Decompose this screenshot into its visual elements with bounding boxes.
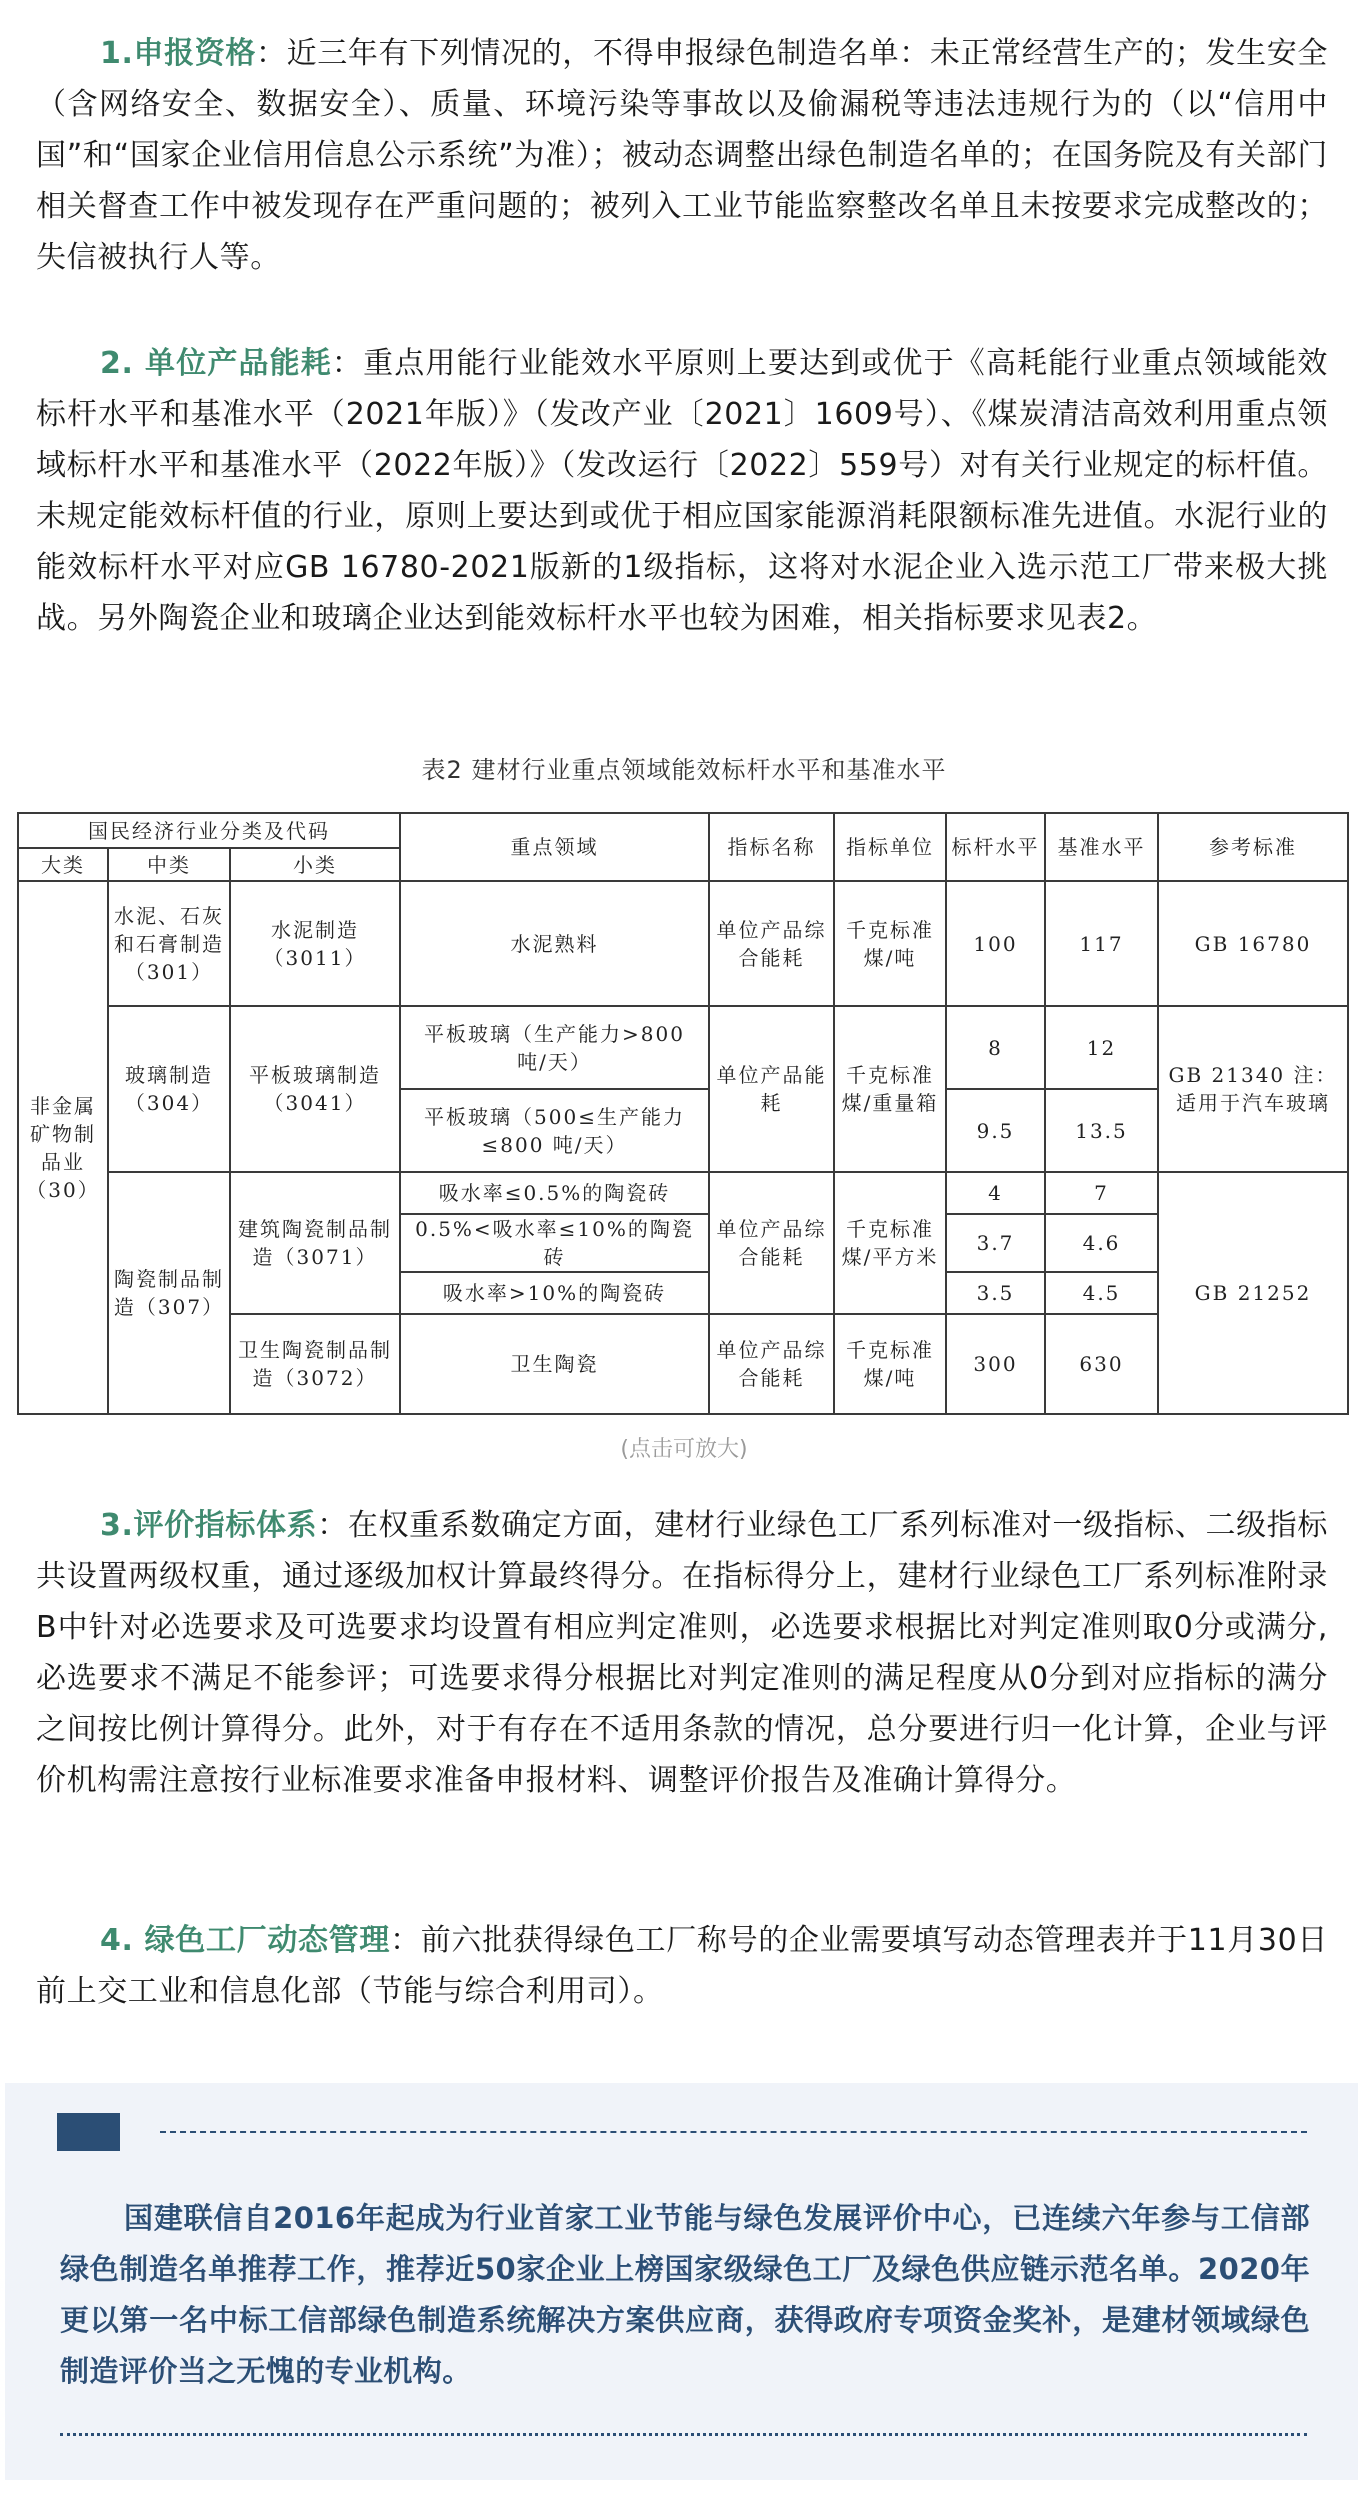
cell-baseline: 4.5 [1045, 1272, 1158, 1314]
table-row [18, 881, 1348, 1006]
section-eligibility [36, 28, 1328, 283]
cell-indicator-unit: 千克标准煤/吨 [834, 881, 946, 1006]
top-dashed-divider [160, 2131, 1307, 2133]
header-baseline-level: 基准水平 [1045, 813, 1158, 881]
cell-mid-category: 玻璃制造（304） [108, 1006, 230, 1172]
cell-key-field: 水泥熟料 [400, 881, 709, 1006]
cell-benchmark: 9.5 [946, 1089, 1045, 1172]
cell-baseline: 13.5 [1045, 1089, 1158, 1172]
heading-separator: ： [331, 346, 364, 381]
cell-indicator-name: 单位产品能耗 [709, 1006, 834, 1172]
section-heading: 4. 绿色工厂动态管理 [100, 1923, 391, 1958]
section-heading: 2. 单位产品能耗 [100, 346, 332, 381]
cell-mid-category: 陶瓷制品制造（307） [108, 1172, 230, 1414]
header-indicator-unit: 指标单位 [834, 813, 946, 881]
section-body: 前六批获得绿色工厂称号的企业需要填写动态管理表并于11月30日前上交工业和信息化部（节能与综合利用司）。 [36, 1923, 1328, 2009]
header-indicator-name: 指标名称 [709, 813, 834, 881]
table-row [18, 1006, 1348, 1089]
section-dynamic-management [36, 1915, 1328, 2017]
cell-indicator-name: 单位产品综合能耗 [709, 1314, 834, 1414]
section-evaluation-system [36, 1500, 1328, 1806]
cell-baseline: 117 [1045, 881, 1158, 1006]
cell-key-field: 0.5%<吸水率≤10%的陶瓷砖 [400, 1214, 709, 1272]
cell-benchmark: 100 [946, 881, 1045, 1006]
cell-indicator-unit: 千克标准煤/重量箱 [834, 1006, 946, 1172]
cell-benchmark: 4 [946, 1172, 1045, 1214]
cell-reference: GB 16780 [1158, 881, 1348, 1006]
cell-benchmark: 8 [946, 1006, 1045, 1089]
cell-key-field: 吸水率≤0.5%的陶瓷砖 [400, 1172, 709, 1214]
section-energy-consumption [36, 338, 1328, 644]
section-body: 在权重系数确定方面，建材行业绿色工厂系列标准对一级指标、二级指标共设置两级权重，通过逐级加权计算最终得分。在指标得分上，建材行业绿色工厂系列标准附录B中针对必选要求及可选要求均设置有相应判定准则，必选要求根据比对判定准则取0分或满分,必选要求不满足不能参评；可选要求得分根据比对判定准则的满足程度从0分到对应指标的满分之间按比例计算得分。此外，对于有存在不适用条款的情况，总分要进行归一化计算，企业与评价机构需注意按行业标准要求准备申报材料、调整评价报告及准确计算得分。 [36, 1508, 1329, 1798]
cell-small-category: 建筑陶瓷制品制造（3071） [230, 1172, 400, 1314]
cell-benchmark: 3.7 [946, 1214, 1045, 1272]
cell-mid-category: 水泥、石灰和石膏制造（301） [108, 881, 230, 1006]
section-body: 近三年有下列情况的，不得申报绿色制造名单：未正常经营生产的；发生安全（含网络安全、数据安全）、质量、环境污染等事故以及偷漏税等违法违规行为的（以“信用中国”和“国家企业信用信息公示系统”为准）；被动态调整出绿色制造名单的；在国务院及有关部门相关督查工作中被发现存在严重问题的；被列入工业节能监察整改名单且未按要求完成整改的；失信被执行人等。 [36, 36, 1328, 275]
cell-reference: GB 21252 [1158, 1172, 1348, 1414]
promo-box [5, 2083, 1358, 2480]
section-body: 重点用能行业能效水平原则上要达到或优于《高耗能行业重点领域能效标杆水平和基准水平（2021年版）》（发改产业〔2021〕1609号）、《煤炭清洁高效利用重点领域标杆水平和基准水平（2022年版）》（发改运行〔2022〕559号）对有关行业规定的标杆值。未规定能效标杆值的行业，原则上要达到或优于相应国家能源消耗限额标准先进值。水泥行业的能效标杆水平对应GB 16780-2021版新的1级指标，这将对水泥企业入选示范工厂带来极大挑战。另外陶瓷企业和玻璃企业达到能效标杆水平也较为困难，相关指标要求见表2。 [36, 346, 1328, 636]
cell-baseline: 630 [1045, 1314, 1158, 1414]
cell-indicator-unit: 千克标准煤/吨 [834, 1314, 946, 1414]
cell-baseline: 12 [1045, 1006, 1158, 1089]
cell-key-field: 卫生陶瓷 [400, 1314, 709, 1414]
heading-separator: ： [256, 36, 287, 71]
section-heading: 3.评价指标体系 [100, 1508, 318, 1543]
header-industry-classification: 国民经济行业分类及代码 [18, 813, 400, 848]
promo-text: 国建联信自2016年起成为行业首家工业节能与绿色发展评价中心，已连续六年参与工信部绿色制造名单推荐工作，推荐近50家企业上榜国家级绿色工厂及绿色供应链示范名单。2020年更以第一名中标工信部绿色制造系统解决方案供应商，获得政府专项资金奖补，是建材领域绿色制造评价当之无愧的专业机构。 [60, 2201, 1310, 2388]
header-key-field: 重点领域 [400, 813, 709, 881]
cell-benchmark: 300 [946, 1314, 1045, 1414]
cell-reference: GB 21340 注：适用于汽车玻璃 [1158, 1006, 1348, 1172]
cell-indicator-name: 单位产品综合能耗 [709, 881, 834, 1006]
cell-small-category: 平板玻璃制造（3041） [230, 1006, 400, 1172]
cell-key-field: 吸水率>10%的陶瓷砖 [400, 1272, 709, 1314]
bottom-dotted-divider [60, 2433, 1307, 2436]
table-title: 表2 建材行业重点领域能效标杆水平和基准水平 [421, 756, 947, 784]
heading-separator: ： [390, 1923, 421, 1958]
table-row [18, 1172, 1348, 1214]
header-small-category: 小类 [230, 848, 400, 881]
cell-baseline: 7 [1045, 1172, 1158, 1214]
cell-benchmark: 3.5 [946, 1272, 1045, 1314]
cell-small-category: 水泥制造（3011） [230, 881, 400, 1006]
cell-indicator-name: 单位产品综合能耗 [709, 1172, 834, 1314]
energy-benchmark-table[interactable] [17, 812, 1349, 1415]
cell-key-field: 平板玻璃（生产能力>800 吨/天） [400, 1006, 709, 1089]
header-benchmark-level: 标杆水平 [946, 813, 1045, 881]
cell-indicator-unit: 千克标准煤/平方米 [834, 1172, 946, 1314]
cell-baseline: 4.6 [1045, 1214, 1158, 1272]
cell-big-category: 非金属矿物制品业（30） [18, 881, 108, 1414]
header-mid-category: 中类 [108, 848, 230, 881]
table-header-row [18, 813, 1348, 848]
decorative-square-icon [57, 2113, 120, 2151]
heading-separator: ： [317, 1508, 348, 1543]
header-big-category: 大类 [18, 848, 108, 881]
header-reference-standard: 参考标准 [1158, 813, 1348, 881]
cell-key-field: 平板玻璃（500≤生产能力≤800 吨/天） [400, 1089, 709, 1172]
section-heading: 1.申报资格 [100, 36, 257, 71]
cell-small-category: 卫生陶瓷制品制造（3072） [230, 1314, 400, 1414]
click-to-enlarge-caption[interactable]: (点击可放大) [620, 1437, 748, 1462]
